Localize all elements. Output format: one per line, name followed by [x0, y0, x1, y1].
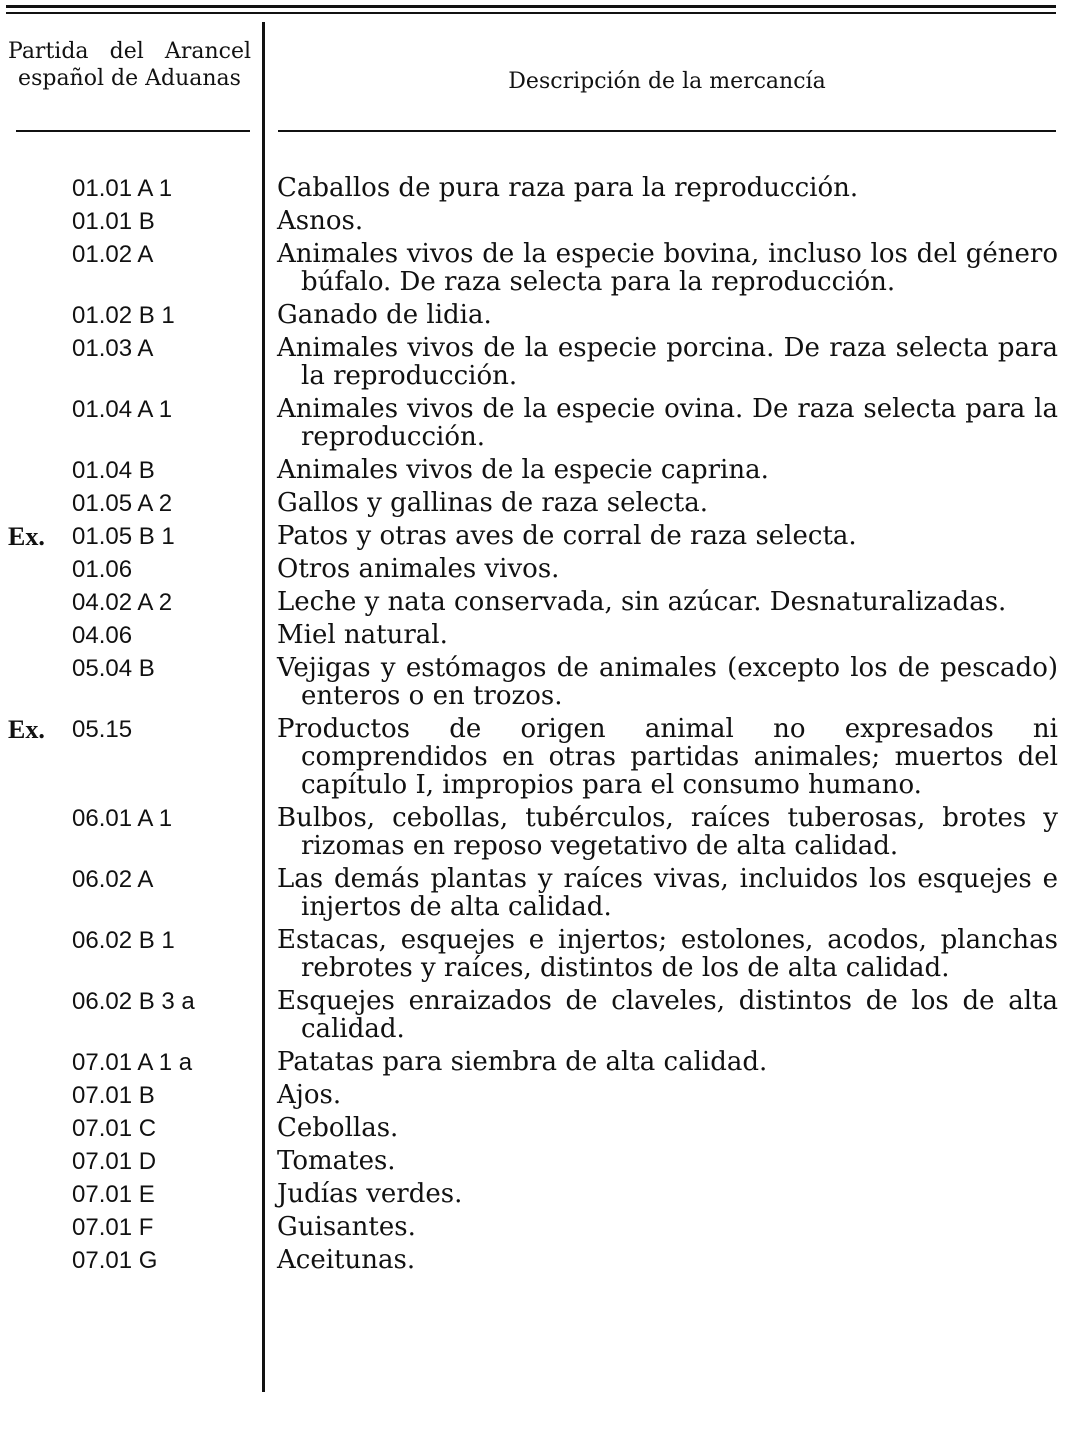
goods-description: Animales vivos de la especie bovina, incluso los del género búfalo. De raza selecta para la reproducción. [277, 239, 1058, 297]
goods-description: Leche y nata conservada, sin azúcar. Desnaturalizadas. [277, 587, 1007, 617]
goods-description: Esquejes enraizados de claveles, distintos de los de alta calidad. [277, 986, 1058, 1044]
table-row [0, 863, 1075, 924]
column-header-descripcion: Descripción de la mercancía [508, 69, 826, 94]
tariff-code: 04.06 [72, 622, 133, 649]
tariff-code: 01.01 B [72, 208, 155, 235]
ex-marker: Ex. [8, 715, 45, 744]
table-row [0, 1112, 1075, 1145]
table-row [0, 652, 1075, 713]
top-rule [6, 5, 1056, 8]
table-row [0, 1211, 1075, 1244]
tariff-code: 07.01 F [72, 1214, 154, 1241]
table-row [0, 172, 1075, 205]
goods-description: Ajos. [277, 1080, 342, 1110]
goods-description: Caballos de pura raza para la reproducción. [277, 173, 859, 203]
column-header-partida: Partida del Arancel español de Aduanas [8, 39, 251, 91]
tariff-code: 01.05 B 1 [72, 523, 175, 550]
goods-description: Animales vivos de la especie ovina. De raza selecta para la reproducción. [277, 394, 1058, 452]
table-row [0, 205, 1075, 238]
tariff-code: 01.03 A [72, 335, 154, 362]
tariff-code: 07.01 C [72, 1115, 157, 1142]
goods-description: Miel natural. [277, 620, 448, 650]
tariff-code: 06.01 A 1 [72, 805, 173, 832]
tariff-code: 04.02 A 2 [72, 589, 173, 616]
table-row [0, 1145, 1075, 1178]
tariff-table-body [0, 172, 1075, 1277]
tariff-code: 05.15 [72, 716, 133, 743]
table-row [0, 299, 1075, 332]
table-row [0, 332, 1075, 393]
ex-marker: Ex. [8, 522, 45, 551]
table-row [0, 393, 1075, 454]
goods-description: Guisantes. [277, 1212, 416, 1242]
table-row [0, 487, 1075, 520]
table-row [0, 985, 1075, 1046]
goods-description: Otros animales vivos. [277, 554, 560, 584]
goods-description: Cebollas. [277, 1113, 399, 1143]
tariff-code: 07.01 D [72, 1148, 157, 1175]
table-row [0, 586, 1075, 619]
tariff-code: 06.02 A [72, 866, 154, 893]
table-row [0, 553, 1075, 586]
goods-description: Asnos. [277, 206, 364, 236]
tariff-code: 05.04 B [72, 655, 155, 682]
tariff-code: 01.04 B [72, 457, 155, 484]
tariff-code: 07.01 B [72, 1082, 155, 1109]
tariff-code: 01.04 A 1 [72, 396, 173, 423]
table-row [0, 238, 1075, 299]
goods-description: Patatas para siembra de alta calidad. [277, 1047, 768, 1077]
header-underline-partida [16, 130, 250, 132]
tariff-code: 06.02 B 3 a [72, 988, 195, 1015]
goods-description: Gallos y gallinas de raza selecta. [277, 488, 708, 518]
top-rule-secondary [6, 12, 1056, 14]
tariff-code: 06.02 B 1 [72, 927, 175, 954]
tariff-code: 07.01 G [72, 1247, 158, 1274]
table-row [0, 1178, 1075, 1211]
goods-description: Vejigas y estómagos de animales (excepto los de pescado) enteros o en trozos. [277, 653, 1058, 711]
table-row [0, 802, 1075, 863]
goods-description: Bulbos, cebollas, tubérculos, raíces tuberosas, brotes y rizomas en reposo vegetativo de alta calidad. [277, 803, 1058, 861]
table-row [0, 924, 1075, 985]
table-row [0, 454, 1075, 487]
goods-description: Animales vivos de la especie caprina. [277, 455, 769, 485]
goods-description: Animales vivos de la especie porcina. De raza selecta para la reproducción. [277, 333, 1058, 391]
goods-description: Tomates. [277, 1146, 396, 1176]
tariff-code: 01.06 [72, 556, 133, 583]
tariff-code: 01.05 A 2 [72, 490, 173, 517]
tariff-code: 01.01 A 1 [72, 175, 173, 202]
goods-description: Ganado de lidia. [277, 300, 492, 330]
goods-description: Las demás plantas y raíces vivas, incluidos los esquejes e injertos de alta calidad. [277, 864, 1058, 922]
tariff-code: 01.02 A [72, 241, 154, 268]
header-underline-descripcion [278, 130, 1056, 132]
goods-description: Patos y otras aves de corral de raza selecta. [277, 521, 857, 551]
tariff-code: 07.01 A 1 a [72, 1049, 193, 1076]
table-row [0, 1244, 1075, 1277]
table-row [0, 1046, 1075, 1079]
goods-description: Aceitunas. [277, 1245, 416, 1275]
goods-description: Productos de origen animal no expresados ni comprendidos en otras partidas animales; muertos del capítulo I, impropios para el consumo humano. [277, 714, 1058, 800]
tariff-code: 01.02 B 1 [72, 302, 175, 329]
goods-description: Judías verdes. [277, 1179, 463, 1209]
table-row [0, 520, 1075, 553]
tariff-code: 07.01 E [72, 1181, 155, 1208]
table-row [0, 713, 1075, 802]
goods-description: Estacas, esquejes e injertos; estolones, acodos, planchas rebrotes y raíces, distintos de los de alta calidad. [277, 925, 1058, 983]
table-row [0, 619, 1075, 652]
table-row [0, 1079, 1075, 1112]
